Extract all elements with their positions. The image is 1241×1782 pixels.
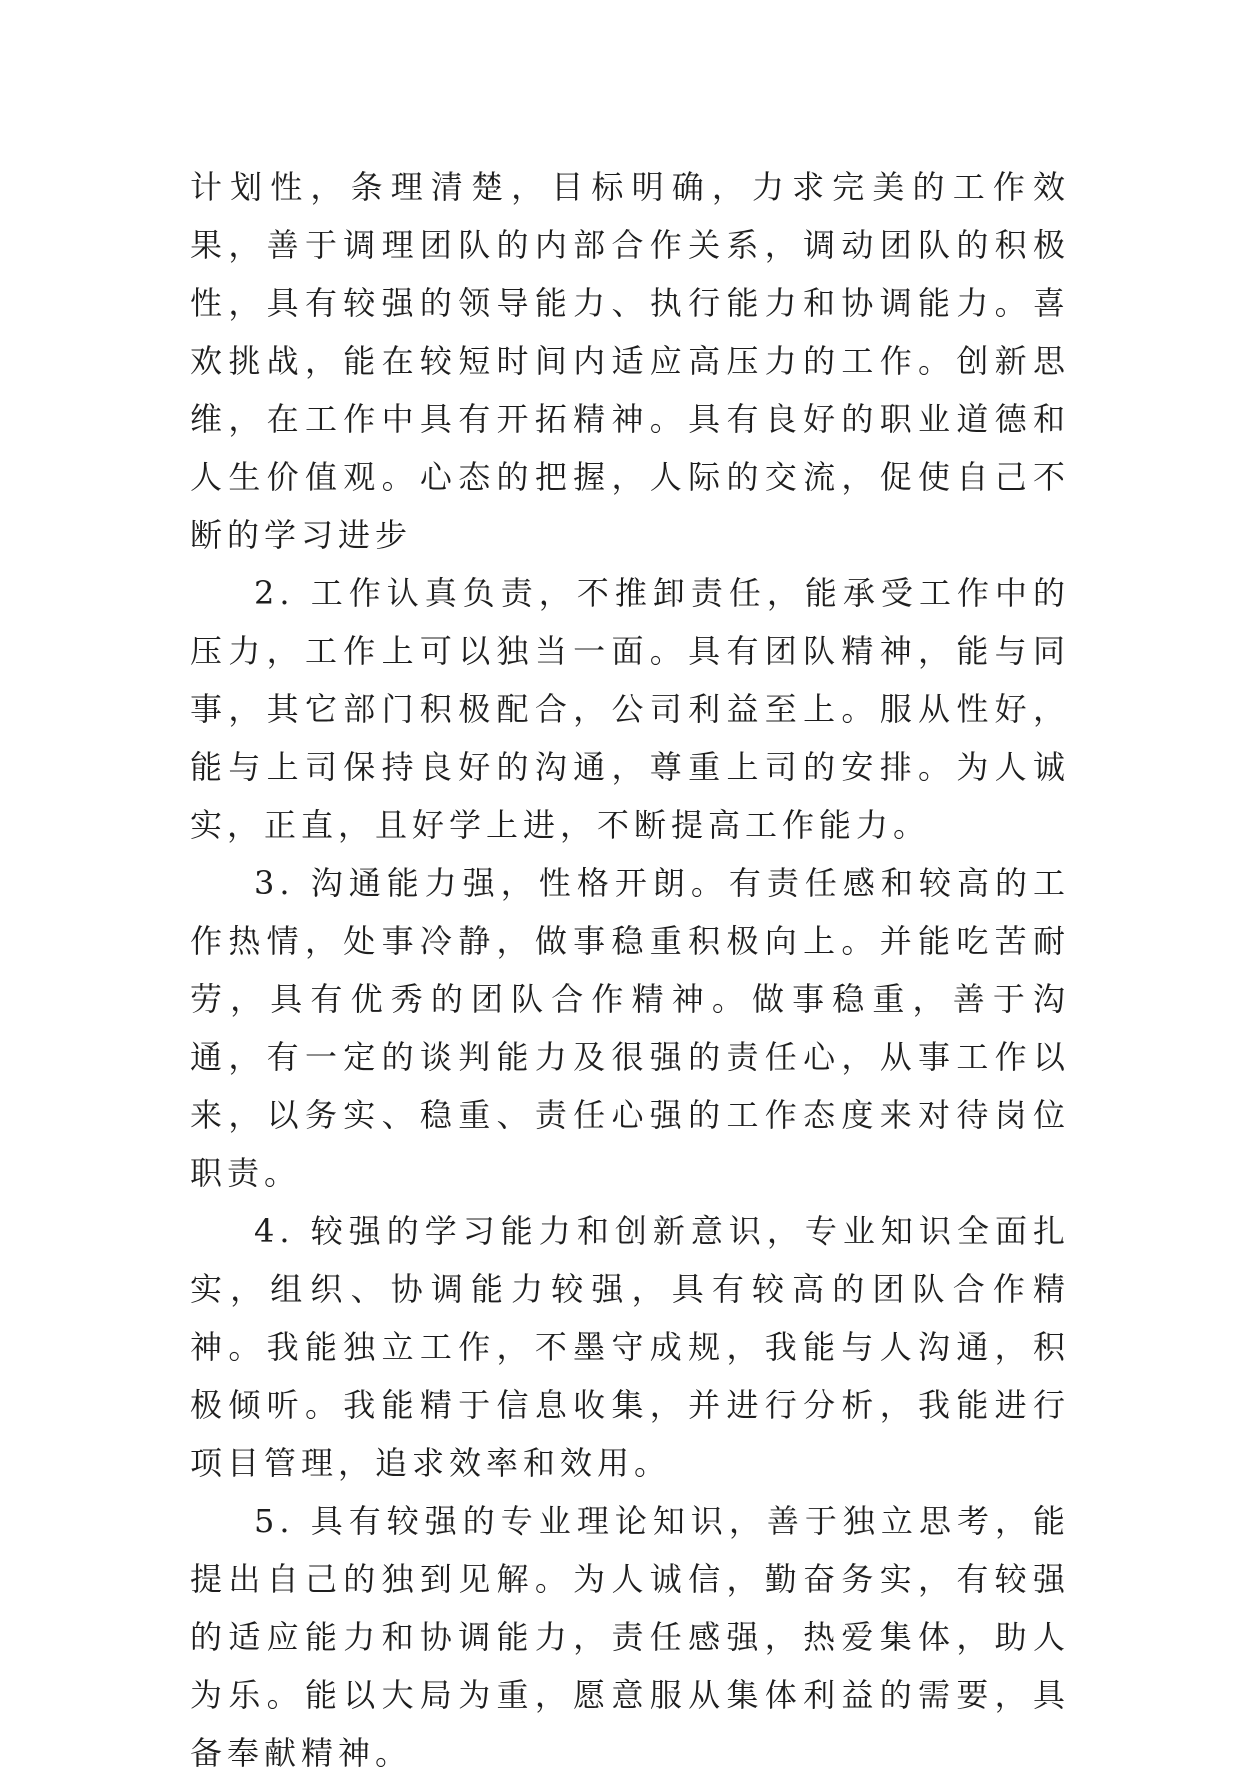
paragraph-continued: 计划性，条理清楚，目标明确，力求完美的工作效果，善于调理团队的内部合作关系，调动团队的积极性，具有较强的领导能力、执行能力和协调能力。喜欢挑战，能在较短时间内适应高压力的工作。创新思维，在工作中具有开拓精神。具有良好的职业道德和人生价值观。心态的把握，人际的交流，促使自己不断的学习进步 bbox=[190, 168, 1070, 554]
paragraph-item-3: 3. 沟通能力强，性格开朗。有责任感和较高的工作热情，处事冷静，做事稳重积极向上。并能吃苦耐劳，具有优秀的团队合作精神。做事稳重，善于沟通，有一定的谈判能力及很强的责任心，从事工作以来，以务实、稳重、责任心强的工作态度来对待岗位职责。 bbox=[190, 864, 1070, 1192]
paragraph-item-5: 5. 具有较强的专业理论知识，善于独立思考，能提出自己的独到见解。为人诚信，勤奋务实，有较强的适应能力和协调能力，责任感强，热爱集体，助人为乐。能以大局为重，愿意服从集体利益的需要，具备奉献精神。 bbox=[190, 1502, 1070, 1772]
paragraph-item-4: 4. 较强的学习能力和创新意识，专业知识全面扎实，组织、协调能力较强，具有较高的团队合作精神。我能独立工作，不墨守成规，我能与人沟通，积极倾听。我能精于信息收集，并进行分析，我能进行项目管理，追求效率和效用。 bbox=[190, 1212, 1070, 1482]
paragraph-item-2: 2. 工作认真负责，不推卸责任，能承受工作中的压力，工作上可以独当一面。具有团队精神，能与同事，其它部门积极配合，公司利益至上。服从性好，能与上司保持良好的沟通，尊重上司的安排。为人诚实，正直，且好学上进，不断提高工作能力。 bbox=[190, 574, 1070, 844]
document-body bbox=[190, 158, 1070, 1782]
